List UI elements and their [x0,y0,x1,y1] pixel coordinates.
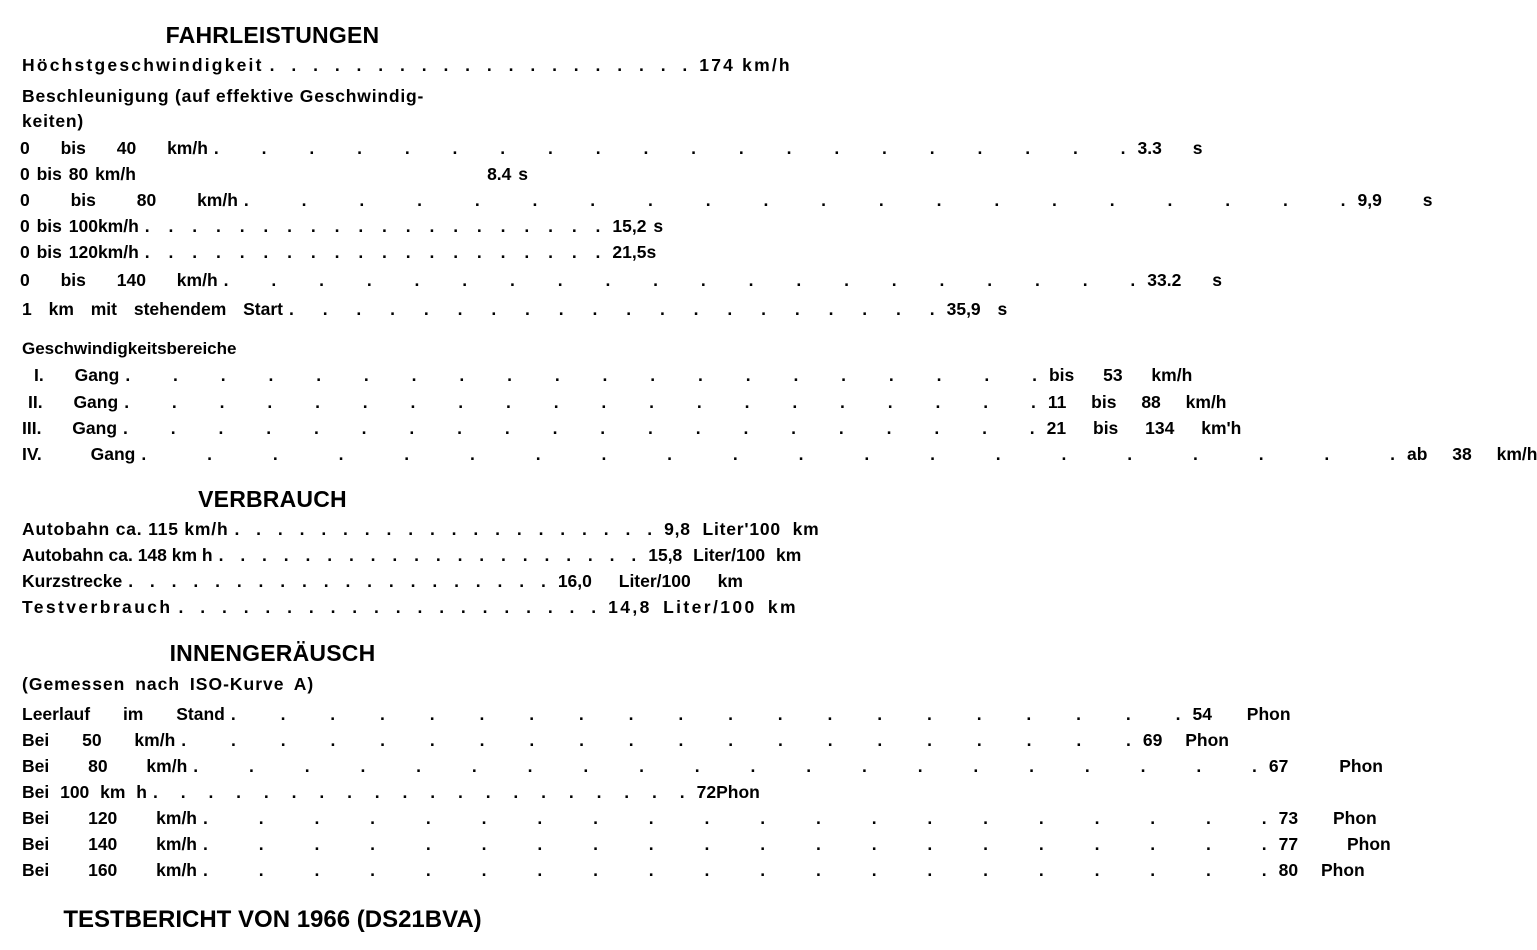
leader-dots: . . . . . . . . . . . . . . . . . . . . [181,730,1137,750]
accel-label: 0 bis 40 km/h [20,138,208,158]
leader-dots: . . . . . . . . . . . . . . . . . . . . [234,519,659,539]
noise-value: 72Phon [696,782,760,802]
noise-row [22,730,1229,750]
top-speed-value: 174 km/h [699,55,792,75]
noise-value: 77 Phon [1278,834,1391,854]
noise-row [22,756,1383,776]
leader-dots: . . . . . . . . . . . . . . . . . . . . [288,299,941,319]
consumption-row [22,545,802,565]
accel-value: 9,9 s [1357,190,1433,210]
noise-value: 67 Phon [1268,756,1383,776]
noise-row [22,808,1377,828]
leader-dots: . . . . . . . . . . . . . . . . . . . . [213,138,1132,158]
acceleration-heading-line1: Beschleunigung (auf effektive Geschwindig- [22,86,425,106]
gear-ranges-heading: Geschwindigkeitsbereiche [22,339,237,358]
leader-dots: . . . . . . . . . . . . . . . . . . . . [223,270,1142,290]
performance-heading: FAHRLEISTUNGEN [165,22,380,48]
gear-label: II. Gang [28,392,119,412]
gear-value: bis 53 km/h [1048,365,1193,385]
top-speed-row [22,55,792,75]
accel-label: 0 bis 100km/h [20,216,139,236]
leader-dots: . . . . . . . . . . . . . . . . . . . . [124,392,1042,412]
noise-label: Bei 140 km/h [22,834,197,854]
leader-dots: . . . . . . . . . . . . . . . . . . . . [203,860,1273,880]
noise-heading: INNENGERÄUSCH [169,640,376,666]
accel-value: 35,9 s [946,299,1008,319]
gear-value: ab 38 km/h [1407,444,1537,464]
noise-row [22,704,1291,724]
consumption-value: 9,8 Liter'100 km [664,519,820,539]
consumption-label: Autobahn ca. 115 km/h [22,519,229,539]
leader-dots: . . . . . . . . . . . . . . . . . . . . [218,545,643,565]
report-footer: TESTBERICHT VON 1966 (DS21BVA) [63,906,482,933]
consumption-row [22,597,799,617]
consumption-value: 15,8 Liter/100 km [648,545,802,565]
accel-row [20,190,1433,210]
noise-label: Bei 50 km/h [22,730,176,750]
accel-value: 8.4 s [487,164,528,184]
noise-label: Bei 100 km h [22,782,147,802]
accel-value: 15,2 s [612,216,664,236]
leader-dots: . . . . . . . . . . . . . . . . . . . . [203,808,1273,828]
accel-label: 0 bis 140 km/h [20,270,218,290]
consumption-label: Autobahn ca. 148 km h [22,545,213,565]
leader-dots: . . . . . . . . . . . . . . . . . . . . [178,597,603,617]
accel-value: 33.2 s [1147,270,1222,290]
consumption-row [22,519,820,539]
gear-value: 11 bis 88 km/h [1047,392,1227,412]
accel-label: 0 bis 120km/h [20,242,139,262]
noise-value: 69 Phon [1142,730,1229,750]
leader-dots: . . . . . . . . . . . . . . . . . . . . [141,444,1402,464]
consumption-heading: VERBRAUCH [198,486,347,512]
leader-dots: . . . . . . . . . . . . . . . . . . . . [203,834,1273,854]
consumption-value: 16,0 Liter/100 km [557,571,743,591]
accel-label: 0 bis 80 km/h [20,164,136,184]
consumption-row [22,571,743,591]
accel-value: 3.3 s [1137,138,1203,158]
noise-row [22,834,1391,854]
accel-row [22,299,1008,319]
gear-row [22,444,1537,464]
noise-row [22,860,1365,880]
accel-row [20,270,1222,290]
leader-dots: . . . . . . . . . . . . . . . . . . . . [125,365,1043,385]
gear-row [28,392,1227,412]
leader-dots: . . . . . . . . . . . . . . . . . . . . [144,216,607,236]
consumption-label: Testverbrauch [22,597,173,617]
noise-subtitle: (Gemessen nach ISO-Kurve A) [22,674,315,694]
accel-row [20,216,664,236]
noise-value: 73 Phon [1278,808,1377,828]
noise-label: Bei 120 km/h [22,808,197,828]
gear-row [22,418,1242,438]
accel-label: 0 bis 80 km/h [20,190,238,210]
leader-dots: . . . . . . . . . . . . . . . . . . . . [123,418,1041,438]
consumption-value: 14,8 Liter/100 km [608,597,799,617]
accel-value: 21,5s [612,242,657,262]
noise-label: Bei 160 km/h [22,860,197,880]
top-speed-label: Höchstgeschwindigkeit [22,55,264,75]
gear-value: 21 bis 134 km'h [1046,418,1242,438]
consumption-label: Kurzstrecke [22,571,123,591]
leader-dots: . . . . . . . . . . . . . . . . . . . . [153,782,691,802]
accel-row [20,164,528,184]
accel-row [20,242,657,262]
gear-label: III. Gang [22,418,118,438]
leader-dots: . . . . . . . . . . . . . . . . . . . . [269,55,694,75]
leader-dots: . . . . . . . . . . . . . . . . . . . . [243,190,1352,210]
accel-row [20,138,1203,158]
noise-value: 54 Phon [1192,704,1291,724]
noise-label: Leerlauf im Stand [22,704,225,724]
noise-value: 80 Phon [1278,860,1365,880]
acceleration-heading-line2: keiten) [22,111,85,131]
leader-dots: . . . . . . . . . . . . . . . . . . . . [230,704,1187,724]
leader-dots: . . . . . . . . . . . . . . . . . . . . [193,756,1263,776]
noise-row [22,782,760,802]
gear-label: I. Gang [34,365,120,385]
leader-dots: . . . . . . . . . . . . . . . . . . . . [144,242,607,262]
gear-row [34,365,1193,385]
noise-label: Bei 80 km/h [22,756,188,776]
gear-label: IV. Gang [22,444,136,464]
accel-label: 1 km mit stehendem Start [22,299,283,319]
leader-dots: . . . . . . . . . . . . . . . . . . . . [128,571,552,591]
